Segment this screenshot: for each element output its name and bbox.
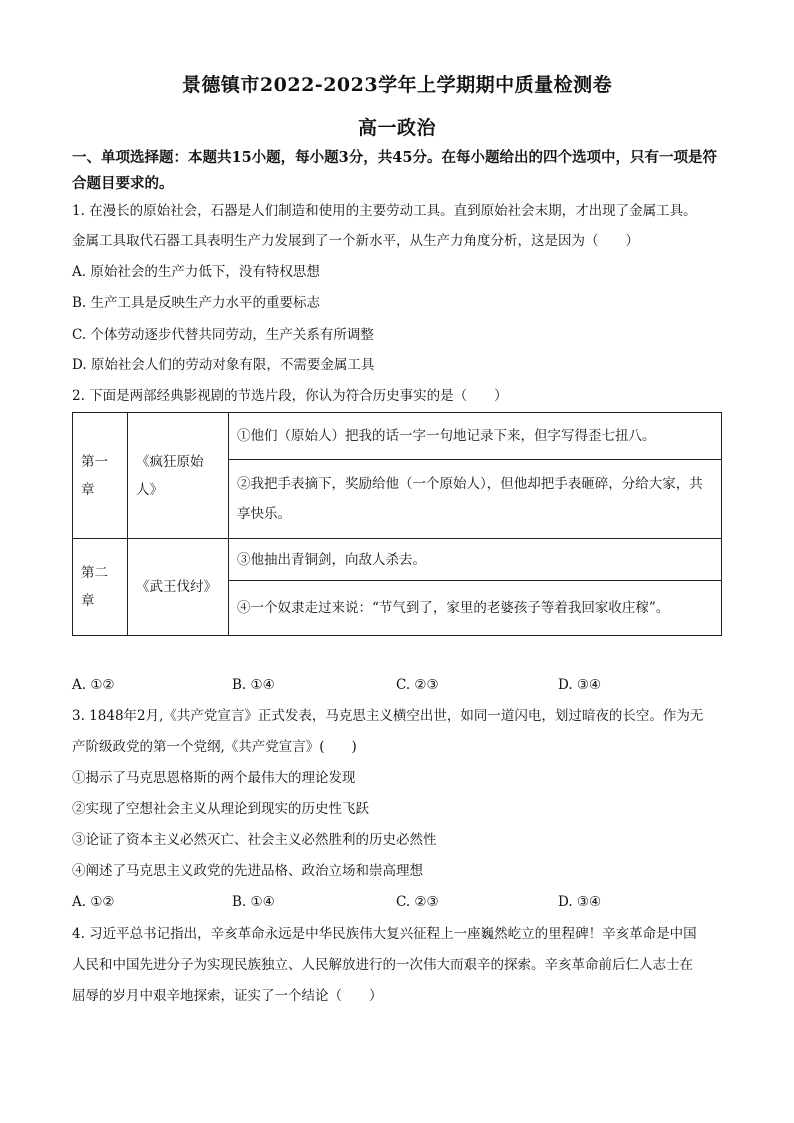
q3-option-b: B. ①④ xyxy=(232,894,275,910)
drama-1-cell: 《疯狂原始人》 xyxy=(128,413,229,539)
q1-option-d: D. 原始社会人们的劳动对象有限，不需要金属工具 xyxy=(72,357,375,373)
statement-4: ④一个奴隶走过来说：“节气到了，家里的老婆孩子等着我回家收庄稼”。 xyxy=(229,581,722,636)
q1-stem-line1: 1. 在漫长的原始社会，石器是人们制造和使用的主要劳动工具。直到原始社会末期，才出现了金属工具。 xyxy=(72,203,697,219)
chapter-1-cell: 第一章 xyxy=(73,413,128,539)
q1-option-b: B. 生产工具是反映生产力水平的重要标志 xyxy=(72,295,321,311)
q3-option-d: D. ③④ xyxy=(558,894,602,910)
q3-statement-2: ②实现了空想社会主义从理论到现实的历史性飞跃 xyxy=(72,801,369,817)
q2-option-c: C. ②③ xyxy=(396,677,439,693)
statement-1: ①他们（原始人）把我的话一字一句地记录下来，但字写得歪七扭八。 xyxy=(229,413,722,460)
statement-3: ③他抽出青铜剑，向敌人杀去。 xyxy=(229,539,722,581)
q1-stem-line2: 金属工具取代石器工具表明生产力发展到了一个新水平，从生产力角度分析，这是因为（ ） xyxy=(72,233,639,249)
q4-stem-line3: 屈辱的岁月中艰辛地探索，证实了一个结论（ ） xyxy=(72,988,383,1004)
statement-2: ②我把手表摘下，奖励给他（一个原始人），但他却把手表砸碎，分给大家，共享快乐。 xyxy=(229,460,722,539)
q2-stem: 2. 下面是两部经典影视剧的节选片段，你认为符合历史事实的是（ ） xyxy=(72,388,508,404)
q3-statement-3: ③论证了资本主义必然灭亡、社会主义必然胜利的历史必然性 xyxy=(72,832,437,848)
drama-2-cell: 《武王伐纣》 xyxy=(128,539,229,636)
exam-title: 景德镇市2022-2023学年上学期期中质量检测卷 xyxy=(181,74,613,96)
q2-option-a: A. ①② xyxy=(72,677,115,693)
q1-option-a: A. 原始社会的生产力低下，没有特权思想 xyxy=(72,264,320,280)
q4-stem-line1: 4. 习近平总书记指出，辛亥革命永远是中华民族伟大复兴征程上一座巍然屹立的里程碑！辛亥革命是中国 xyxy=(72,926,697,942)
q2-option-d: D. ③④ xyxy=(558,677,602,693)
q3-option-c: C. ②③ xyxy=(396,894,439,910)
q3-statement-1: ①揭示了马克思恩格斯的两个最伟大的理论发现 xyxy=(72,770,356,786)
section-heading: 一、单项选择题：本题共15小题，每小题3分，共45分。在每小题给出的四个选项中，只有一项是符合题目要求的。 xyxy=(72,149,717,192)
exam-subtitle: 高一政治 xyxy=(357,117,436,139)
drama-excerpt-table xyxy=(72,412,722,636)
q4-stem-line2: 人民和中国先进分子为实现民族独立、人民解放进行的一次伟大而艰辛的探索。辛亥革命前后仁人志士在 xyxy=(72,957,693,973)
q2-option-b: B. ①④ xyxy=(232,677,275,693)
q3-stem-line1: 3. 1848年2月,《共产党宣言》正式发表，马克思主义横空出世，如同一道闪电，划过暗夜的长空。作为无 xyxy=(72,708,704,724)
chapter-2-cell: 第二章 xyxy=(73,539,128,636)
q1-option-c: C. 个体劳动逐步代替共同劳动，生产关系有所调整 xyxy=(72,327,374,343)
q3-statement-4: ④阐述了马克思主义政党的先进品格、政治立场和崇高理想 xyxy=(72,863,423,879)
q3-option-a: A. ①② xyxy=(72,894,115,910)
q3-stem-line2: 产阶级政党的第一个党纲,《共产党宣言》( ) xyxy=(72,739,357,755)
